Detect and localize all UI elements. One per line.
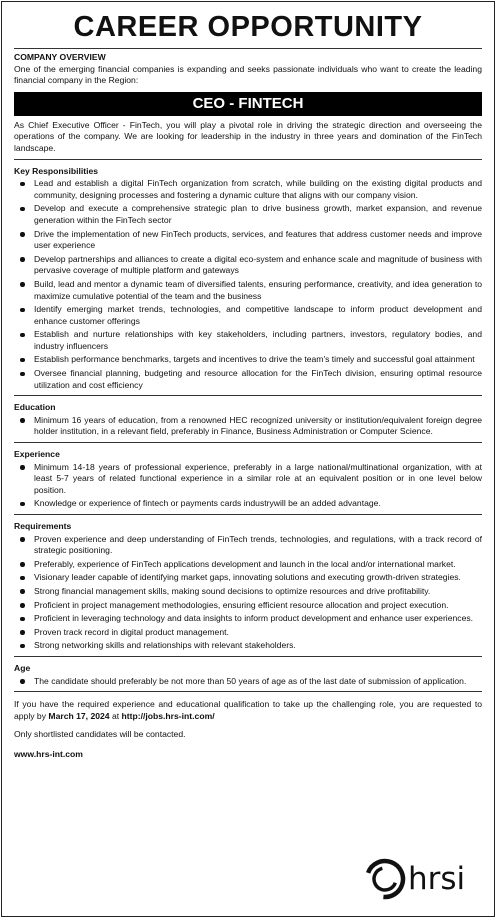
responsibilities-item: Develop partnerships and alliances to create a digital eco-system and enhance scale and magnitude of business with pervasive coverage of multiple platform and gateways [14, 254, 482, 277]
experience-list [14, 462, 482, 510]
responsibilities-item: Build, lead and mentor a dynamic team of diversified talents, ensuring performance, creativity, and idea generation to maximize cumulative potential of the team and the business [14, 279, 482, 302]
requirements-item: Strong financial management skills, making sound decisions to optimize resources and drive profitability. [14, 586, 482, 598]
responsibilities-item: Lead and establish a digital FinTech organization from scratch, while building on the existing digital products and community, designing processes and fostering a dynamic culture that aligns with our company vision. [14, 178, 482, 201]
age-heading: Age [14, 662, 31, 673]
overview-text: One of the emerging financial companies is expanding and seeks passionate individuals who want to create the leading financial company in the Region: [14, 63, 482, 86]
age-item: The candidate should preferably be not more than 50 years of age as of the last date of submission of application. [14, 676, 482, 688]
apply-deadline: March 17, 2024 [48, 710, 110, 721]
job-advertisement [1, 1, 495, 917]
experience-item: Knowledge or experience of fintech or payments cards industrywill be an added advantage. [14, 498, 482, 510]
apply-text: If you have the required experience and educational qualification to take up the challenging role, you are requested to apply by [14, 699, 482, 721]
ad-body [2, 52, 494, 761]
responsibilities-item: Establish performance benchmarks, targets and incentives to drive the team's timely and successful goal attainment [14, 354, 482, 366]
title-divider [14, 48, 482, 49]
responsibilities-heading: Key Responsibilities [14, 165, 99, 176]
responsibilities-item: Drive the implementation of new FinTech products, services, and features that address customer needs and improve user experience [14, 229, 482, 252]
requirements-heading: Requirements [14, 521, 72, 531]
experience-item: Minimum 14-18 years of professional experience, preferably in a large national/multinational organization, with at least 5-7 years of related functional experience in a similar role at an equivalent position or in one level below position. [14, 462, 482, 497]
experience-section [14, 442, 482, 510]
education-list [14, 415, 482, 438]
hrsi-logo-text: hrsi [408, 861, 466, 897]
responsibilities-section [14, 159, 482, 392]
age-list [14, 676, 482, 688]
shortlist-note: Only shortlisted candidates will be contacted. [14, 729, 186, 740]
requirements-item: Proficient in leveraging technology and data insights to inform product development and enhance user experiences. [14, 613, 482, 625]
education-section [14, 395, 482, 438]
requirements-item: Preferably, experience of FinTech applications development and launch in the local and/or international market. [14, 559, 482, 571]
requirements-list [14, 534, 482, 652]
website-link[interactable]: www.hrs-int.com [14, 748, 83, 759]
responsibilities-item: Establish and nurture relationships with key stakeholders, including partners, investors, regulatory bodies, and industry influencers [14, 329, 482, 352]
apply-link[interactable]: http://jobs.hrs-int.com/ [121, 710, 215, 721]
apply-connector: at [109, 710, 122, 721]
responsibilities-item: Identify emerging market trends, technologies, and competitive landscape to inform product development and enhance customer offerings [14, 304, 482, 327]
education-heading: Education [14, 402, 56, 413]
hrsi-logo [364, 858, 482, 902]
page-title: CAREER OPPORTUNITY [73, 11, 423, 43]
apply-section [14, 691, 482, 760]
role-title-banner: CEO - FINTECH [14, 92, 482, 116]
responsibilities-item: Develop and execute a comprehensive strategic plan to drive business growth, market expansion, and revenue generation within the FinTech sector [14, 203, 482, 226]
experience-heading: Experience [14, 449, 60, 460]
hrsi-logo-mark-icon [364, 858, 406, 900]
responsibilities-item: Oversee financial planning, budgeting and resource allocation for the FinTech division, ensuring optimal resource utilization and cost efficiency [14, 368, 482, 391]
requirements-item: Proven experience and deep understanding of FinTech trends, technologies, and regulations, with a track record of strategic positioning. [14, 534, 482, 557]
requirements-item: Visionary leader capable of identifying market gaps, innovating solutions and executing growth-driven strategies. [14, 572, 482, 584]
education-item: Minimum 16 years of education, from a renowned HEC recognized university or institution/equivalent foreign degree holder institution, in a relevant field, preferably in Finance, Business Administration or Computer Science. [14, 415, 482, 438]
requirements-item: Proficient in project management methodologies, ensuring efficient resource allocation and project execution. [14, 600, 482, 612]
apply-instructions [14, 699, 482, 722]
age-section [14, 656, 482, 687]
requirements-item: Proven track record in digital product management. [14, 627, 482, 639]
requirements-section [14, 514, 482, 652]
requirements-item: Strong networking skills and relationships with relevant stakeholders. [14, 640, 482, 652]
overview-heading: COMPANY OVERVIEW [14, 52, 106, 62]
role-intro: As Chief Executive Officer - FinTech, you will play a pivotal role in driving the strategic direction and overseeing the operations of the company. We are looking for leadership in the industry in three years and domination of the FinTech landscape. [14, 119, 482, 153]
responsibilities-list [14, 178, 482, 391]
